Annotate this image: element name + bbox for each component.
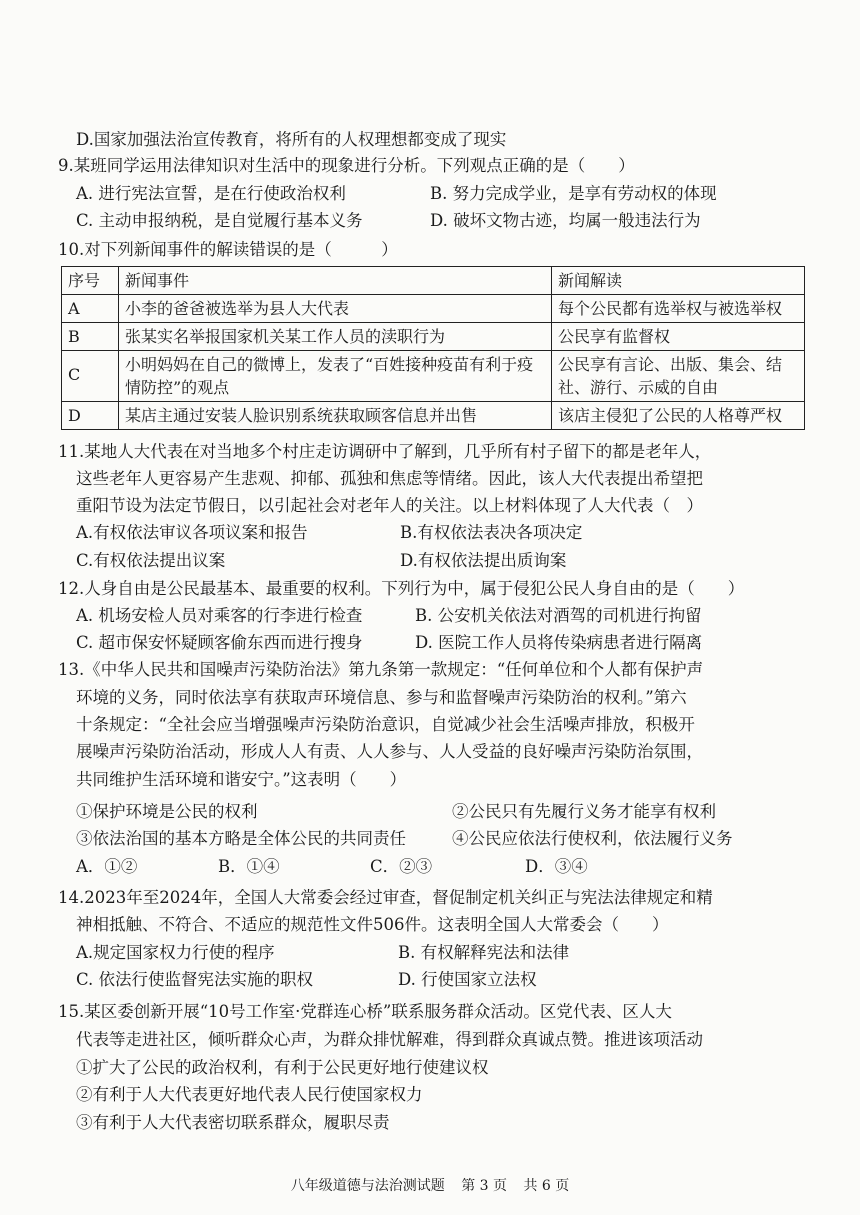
question-13-statement-4: ④公民应依法行使权利，依法履行义务: [452, 829, 733, 848]
question-12-option-a: A. 机场安检人员对乘客的行李进行检查: [76, 606, 363, 625]
question-13-option-a: A．①②: [76, 857, 138, 876]
question-13-line-4: 展噪声污染防治活动，形成人人有责、人人参与、人人受益的良好噪声污染防治氛围，: [76, 742, 703, 761]
question-15-statement-1: ①扩大了公民的政治权利，有利于公民更好地行使建议权: [76, 1058, 489, 1077]
page-footer: [0, 1176, 860, 1196]
question-12-stem: 12.人身自由是公民最基本、最重要的权利。下列行为中，属于侵犯公民人身自由的是（ ）: [58, 579, 745, 598]
table-cell: D: [62, 402, 119, 430]
question-11-option-d: D.有权依法提出质询案: [400, 551, 567, 570]
table-cell: A: [62, 295, 119, 323]
question-13-statement-1: ①保护环境是公民的权利: [76, 802, 258, 821]
question-12-option-c: C. 超市保安怀疑顾客偷东西而进行搜身: [76, 633, 363, 652]
table-header-cell: 新闻解读: [552, 267, 805, 295]
question-10-stem: 10.对下列新闻事件的解读错误的是（ ）: [58, 240, 398, 259]
footer-total-pages: 共 6 页: [523, 1178, 570, 1194]
question-9-option-c: C. 主动申报纳税，是自觉履行基本义务: [76, 211, 363, 230]
question-13-line-3: 十条规定：“全社会应当增强噪声污染防治意识，自觉减少社会生活噪声排放，积极开: [76, 715, 695, 734]
table-row: [62, 323, 805, 351]
question-13-line-2: 环境的义务，同时依法享有获取声环境信息、参与和监督噪声污染防治的权利。”第六: [76, 688, 687, 707]
table-header-row: [62, 267, 805, 295]
question-11-option-c: C.有权依法提出议案: [76, 551, 226, 570]
question-9-option-a: A. 进行宪法宣誓，是在行使政治权利: [76, 184, 346, 203]
question-15-line-1: 15.某区委创新开展“10号工作室·党群连心桥”联系服务群众活动。区党代表、区人大: [58, 1002, 672, 1021]
table-header-cell: 新闻事件: [119, 267, 552, 295]
table-cell: 小李的爸爸被选举为县人大代表: [119, 295, 552, 323]
question-11-line-3: 重阳节设为法定节假日，以引起社会对老年人的关注。以上材料体现了人大代表（ ）: [76, 496, 703, 515]
table-cell: 公民享有监督权: [552, 323, 805, 351]
prev-question-option-d: D.国家加强法治宣传教育，将所有的人权理想都变成了现实: [76, 130, 507, 149]
question-9-option-d: D. 破坏文物古迹，均属一般违法行为: [430, 211, 701, 230]
table-cell: 小明妈妈在自己的微博上，发表了“百姓接种疫苗有利于疫情防控”的观点: [119, 351, 552, 402]
question-9-option-b: B. 努力完成学业，是享有劳动权的体现: [430, 184, 717, 203]
question-14-line-2: 神相抵触、不符合、不适应的规范性文件506件。这表明全国人大常委会（ ）: [76, 915, 669, 934]
table-row: [62, 402, 805, 430]
table-cell: 该店主侵犯了公民的人格尊严权: [552, 402, 805, 430]
question-13-statement-2: ②公民只有先履行义务才能享有权利: [452, 802, 716, 821]
question-13-option-b: B．①④: [218, 857, 280, 876]
question-14-option-d: D. 行使国家立法权: [398, 970, 537, 989]
table-cell: C: [62, 351, 119, 402]
question-14-option-c: C. 依法行使监督宪法实施的职权: [76, 970, 314, 989]
question-13-line-5: 共同维护生活环境和谐安宁。”这表明（ ）: [76, 770, 407, 789]
question-11-option-a: A.有权依法审议各项议案和报告: [76, 523, 308, 542]
question-9-stem: 9.某班同学运用法律知识对生活中的现象进行分析。下列观点正确的是（ ）: [58, 156, 635, 175]
question-13-option-d: D．③④: [525, 857, 588, 876]
footer-title: 八年级道德与法治测试题: [290, 1178, 445, 1194]
table-row: [62, 295, 805, 323]
table-cell: B: [62, 323, 119, 351]
footer-page-number: 第 3 页: [461, 1178, 507, 1194]
news-table: [61, 266, 805, 430]
question-11-line-1: 11.某地人大代表在对当地多个村庄走访调研中了解到，几乎所有村子留下的都是老年人，: [58, 442, 712, 461]
table-cell: 张某实名举报国家机关某工作人员的渎职行为: [119, 323, 552, 351]
table-cell: 每个公民都有选举权与被选举权: [552, 295, 805, 323]
question-14-line-1: 14.2023年至2024年，全国人大常委会经过审查，督促制定机关纠正与宪法法律规定和精: [58, 888, 713, 907]
question-15-statement-2: ②有利于人大代表更好地代表人民行使国家权力: [76, 1085, 423, 1104]
table-header-cell: 序号: [62, 267, 119, 295]
question-13-option-c: C．②③: [370, 857, 433, 876]
question-15-line-2: 代表等走进社区，倾听群众心声，为群众排忧解难，得到群众真诚点赞。推进该项活动: [76, 1030, 703, 1049]
question-14-option-a: A.规定国家权力行使的程序: [76, 943, 275, 962]
question-12-option-d: D. 医院工作人员将传染病患者进行隔离: [415, 633, 703, 652]
question-13-statement-3: ③依法治国的基本方略是全体公民的共同责任: [76, 829, 406, 848]
question-12-option-b: B. 公安机关依法对酒驾的司机进行拘留: [415, 606, 702, 625]
question-13-line-1: 13.《中华人民共和国噪声污染防治法》第九条第一款规定：“任何单位和个人都有保护声: [58, 660, 704, 679]
question-11-line-2: 这些老年人更容易产生悲观、抑郁、孤独和焦虑等情绪。因此，该人大代表提出希望把: [76, 469, 703, 488]
question-15-statement-3: ③有利于人大代表密切联系群众，履职尽责: [76, 1113, 390, 1132]
table-cell: 公民享有言论、出版、集会、结社、游行、示威的自由: [552, 351, 805, 402]
table-row: [62, 351, 805, 402]
question-11-option-b: B.有权依法表决各项决定: [400, 523, 583, 542]
table-cell: 某店主通过安装人脸识别系统获取顾客信息并出售: [119, 402, 552, 430]
question-14-option-b: B. 有权解释宪法和法律: [398, 943, 570, 962]
